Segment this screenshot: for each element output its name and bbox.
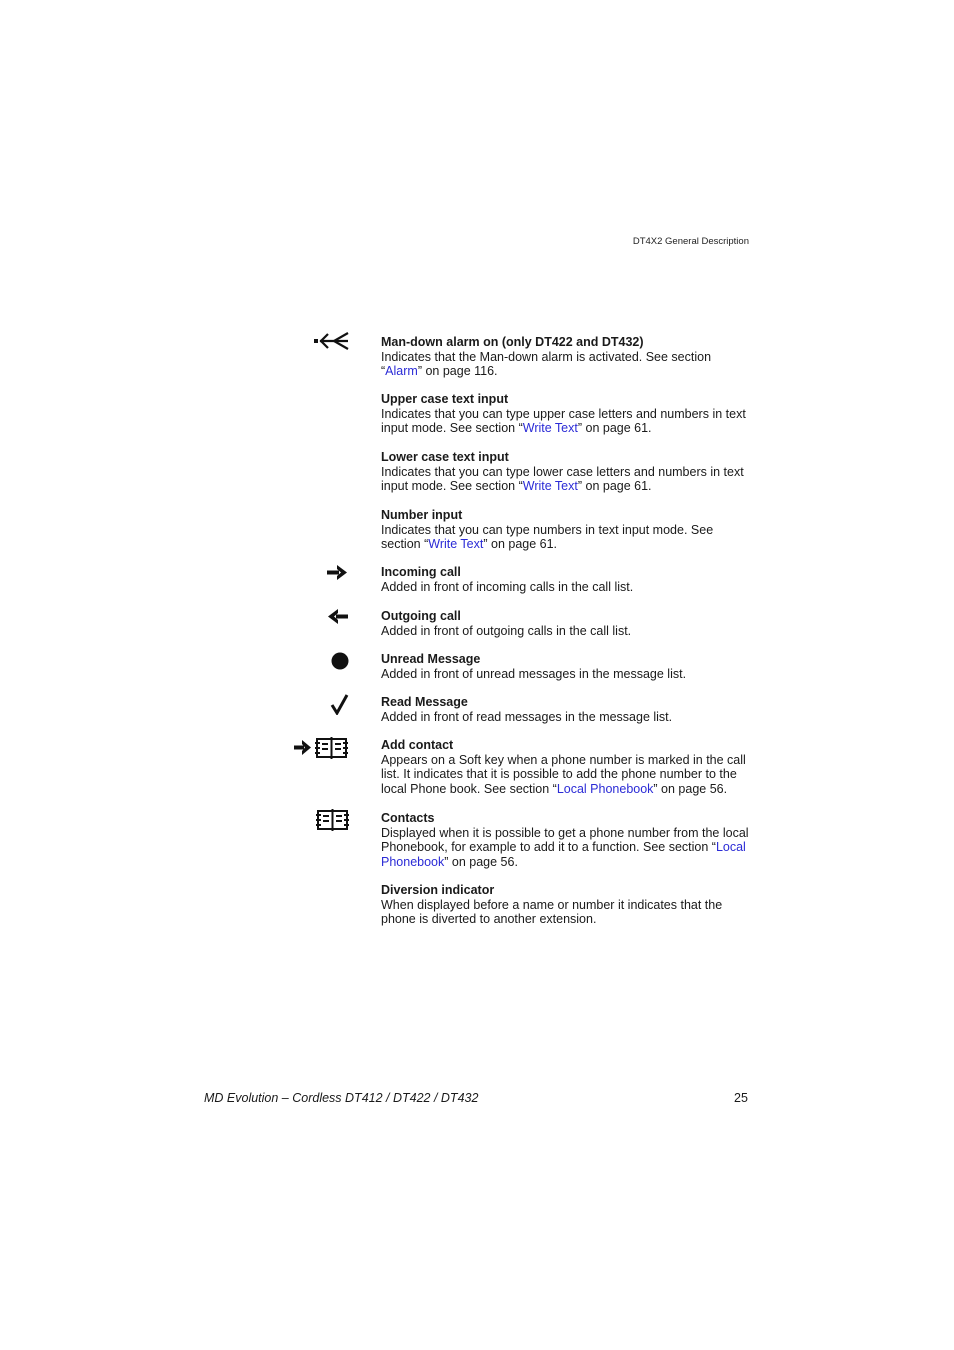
arrow-right-icon [326, 564, 348, 581]
entry-title: Man-down alarm on (only DT422 and DT432) [381, 335, 644, 349]
entry-description: Added in front of read messages in the message list. [381, 709, 673, 724]
write-text-link[interactable]: Write Text [522, 479, 578, 493]
page-number: 25 [734, 1091, 748, 1105]
entry-description: Appears on a Soft key when a phone number is marked in the call list. It indicates that it is possible to add the phone number to the local Phone book. See section “Local Phonebook” on page 56. [381, 752, 746, 796]
entry-title: Contacts [381, 811, 435, 825]
entry-description: Indicates that you can type upper case letters and numbers in text input mode. See section “Write Text” on page 61. [381, 406, 746, 435]
entry-title: Add contact [381, 738, 454, 752]
entry-unread-message [381, 652, 753, 681]
footer-document-title: MD Evolution – Cordless DT412 / DT422 / DT432 [204, 1091, 479, 1105]
local-phonebook-link[interactable]: Local Phonebook [556, 781, 654, 796]
entry-title: Diversion indicator [381, 883, 495, 897]
arrow-left-icon [327, 608, 349, 625]
entry-description: Indicates that you can type lower case letters and numbers in text input mode. See section “Write Text” on page 61. [381, 464, 744, 493]
entry-title: Upper case text input [381, 392, 509, 406]
entry-description: Indicates that you can type numbers in text input mode. See section “Write Text” on page 61. [381, 522, 714, 551]
man-down-icon [312, 332, 350, 352]
write-text-link[interactable]: Write Text [428, 537, 484, 551]
entry-contacts [381, 811, 753, 869]
entry-outgoing-call [381, 609, 753, 638]
entry-description: Indicates that the Man-down alarm is activated. See section “Alarm” on page 116. [381, 349, 712, 378]
alarm-link[interactable]: Alarm [385, 364, 418, 378]
entry-description: Added in front of incoming calls in the call list. [381, 579, 634, 594]
entry-description: When displayed before a name or number it indicates that the phone is diverted to another extension. [381, 897, 723, 926]
entry-description: Added in front of outgoing calls in the call list. [381, 623, 632, 638]
entry-title: Outgoing call [381, 609, 461, 623]
entry-add-contact [381, 738, 753, 796]
entry-title: Incoming call [381, 565, 461, 579]
entry-man-down-alarm [381, 335, 753, 379]
entry-lower-case-input [381, 450, 753, 494]
filled-circle-icon [330, 651, 350, 671]
entry-number-input [381, 508, 753, 552]
entry-upper-case-input [381, 392, 753, 436]
write-text-link[interactable]: Write Text [522, 421, 578, 435]
running-header: DT4X2 General Description [632, 236, 749, 247]
entry-description: Added in front of unread messages in the message list. [381, 666, 687, 681]
entry-title: Unread Message [381, 652, 481, 666]
entry-title: Read Message [381, 695, 468, 709]
entry-incoming-call [381, 565, 753, 594]
contacts-book-icon [316, 808, 350, 832]
checkmark-icon [330, 693, 350, 715]
entry-title: Number input [381, 508, 463, 522]
add-contact-icon [293, 736, 349, 760]
entry-read-message [381, 695, 753, 724]
entry-diversion-indicator [381, 883, 753, 927]
local-phonebook-link[interactable]: Local Phonebook [381, 840, 746, 869]
entry-description: Displayed when it is possible to get a phone number from the local Phonebook, for example to add it to a function. See section “Local Phonebook” on page 56. [381, 825, 749, 869]
entry-title: Lower case text input [381, 450, 509, 464]
